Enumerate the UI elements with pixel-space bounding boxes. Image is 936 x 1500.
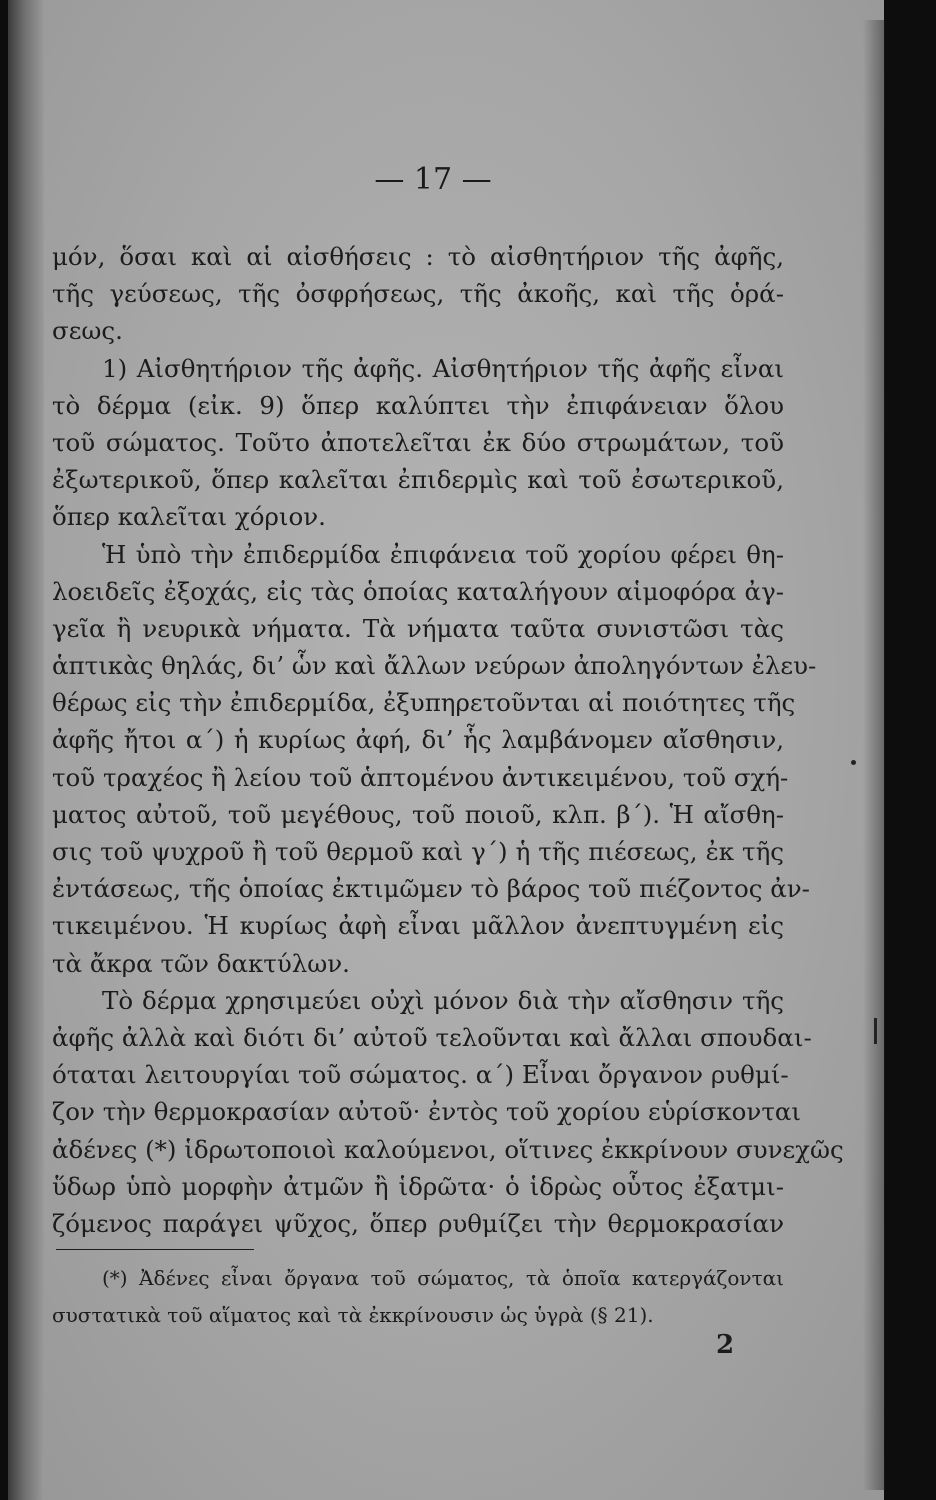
text-line: ὅπερ καλεῖται χόριον. xyxy=(52,502,326,532)
footnote-rule xyxy=(56,1249,254,1250)
text-line: τὸ δέρμα (εἰκ. 9) ὅπερ καλύπτει τὴν ἐπιφάνειαν ὅλου xyxy=(52,390,784,420)
page-number: — 17 — xyxy=(374,162,492,197)
text-line: ἀδένες (*) ἱδρωτοποιοὶ καλούμενοι, οἵτινες ἐκκρίνουν συνεχῶς xyxy=(52,1134,844,1164)
text-line: ὕδωρ ὑπὸ μορφὴν ἀτμῶν ἢ ἱδρῶτα· ὁ ἱδρὼς οὗτος ἐξατμι- xyxy=(52,1171,784,1201)
footnote xyxy=(52,1262,784,1336)
text-line: τοῦ τραχέος ἢ λείου τοῦ ἁπτομένου ἀντικειμένου, τοῦ σχή- xyxy=(52,762,789,792)
margin-mark xyxy=(874,1018,877,1044)
text-line: Ἡ ὑπὸ τὴν ἐπιδερμίδα ἐπιφάνεια τοῦ χορίου φέρει θη- xyxy=(102,539,784,569)
margin-dot xyxy=(851,760,856,765)
text-line: ματος αὐτοῦ, τοῦ μεγέθους, τοῦ ποιοῦ, κλπ. β΄). Ἡ αἴσθη- xyxy=(52,799,784,829)
text-line: ἀφῆς ἀλλὰ καὶ διότι δι’ αὐτοῦ τελοῦνται καὶ ἄλλαι σπουδαι- xyxy=(52,1022,812,1052)
text-line: ζόμενος παράγει ψῦχος, ὅπερ ρυθμίζει τὴν θερμοκρασίαν xyxy=(52,1208,784,1238)
text-line: γεῖα ἢ νευρικὰ νήματα. Τὰ νήματα ταῦτα συνιστῶσι τὰς xyxy=(52,613,784,643)
text-line: σεως. xyxy=(52,316,123,346)
text-line: 1) Αἰσθητήριον τῆς ἀφῆς. Αἰσθητήριον τῆς ἀφῆς εἶναι xyxy=(102,353,784,383)
body-text xyxy=(52,238,844,1242)
text-line: ἐντάσεως, τῆς ὁποίας ἐκτιμῶμεν τὸ βάρος τοῦ πιέζοντος ἀν- xyxy=(52,874,810,904)
text-line: ἀφῆς ἤτοι α΄) ἡ κυρίως ἀφή, δι’ ἧς λαμβάνομεν αἴσθησιν, xyxy=(52,725,784,755)
text-line: ζον τὴν θερμοκρασίαν αὐτοῦ· ἐντὸς τοῦ χορίου εὑρίσκονται xyxy=(52,1097,802,1127)
signature-mark: 2 xyxy=(716,1330,735,1360)
text-line: τικειμένου. Ἡ κυρίως ἀφὴ εἶναι μᾶλλον ἀνεπτυγμένη εἰς xyxy=(52,911,784,941)
text-line: Τὸ δέρμα χρησιμεύει οὐχὶ μόνον διὰ τὴν αἴσθησιν τῆς xyxy=(102,985,784,1015)
text-line: όταται λειτουργίαι τοῦ σώματος. α΄) Εἶναι ὄργανον ρυθμί- xyxy=(52,1060,789,1090)
text-line: θέρως εἰς τὴν ἐπιδερμίδα, ἐξυπηρετοῦνται αἱ ποιότητες τῆς xyxy=(52,688,796,718)
page-spine-shadow xyxy=(8,0,44,1500)
text-line: ἁπτικὰς θηλάς, δι’ ὧν καὶ ἄλλων νεύρων ἀποληγόντων ἐλευ- xyxy=(52,651,817,681)
text-line: μόν, ὅσαι καὶ αἱ αἰσθήσεις : τὸ αἰσθητήριον τῆς ἀφῆς, xyxy=(52,242,784,271)
text-line: τὰ ἄκρα τῶν δακτύλων. xyxy=(52,948,350,978)
text-line: σις τοῦ ψυχροῦ ἢ τοῦ θερμοῦ καὶ γ΄) ἡ τῆς πιέσεως, ἐκ τῆς xyxy=(52,837,784,866)
page-edge-shadow xyxy=(863,20,885,1490)
footnote-line: (*) Ἀδένες εἶναι ὄργανα τοῦ σώματος, τὰ ὁποῖα κατεργάζονται xyxy=(102,1266,784,1290)
text-line: τῆς γεύσεως, τῆς ὀσφρήσεως, τῆς ἀκοῆς, καὶ τῆς ὁρά- xyxy=(52,279,784,309)
footnote-line: συστατικὰ τοῦ αἵματος καὶ τὰ ἐκκρίνουσιν ὡς ὑγρὰ (§ 21). xyxy=(52,1303,654,1328)
text-line: λοειδεῖς ἐξοχάς, εἰς τὰς ὁποίας καταλήγουν αἱμοφόρα ἀγ- xyxy=(52,576,784,606)
text-line: ἐξωτερικοῦ, ὅπερ καλεῖται ἐπιδερμὶς καὶ τοῦ ἐσωτερικοῦ, xyxy=(52,465,784,495)
text-line: τοῦ σώματος. Τοῦτο ἀποτελεῖται ἐκ δύο στρωμάτων, τοῦ xyxy=(52,427,784,457)
